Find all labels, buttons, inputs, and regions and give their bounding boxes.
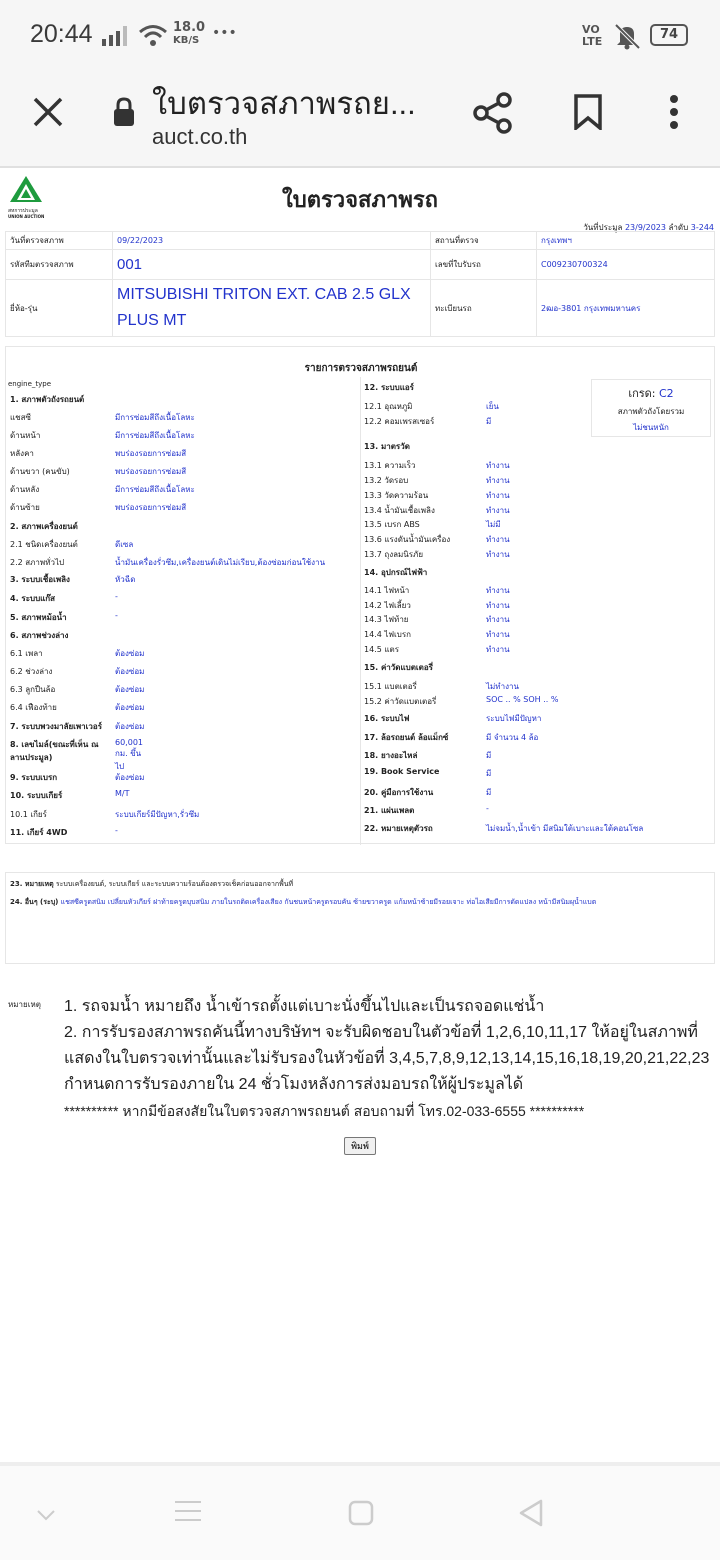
checklist-row <box>10 411 195 424</box>
checklist-label: 17. ล้อรถยนต์ ล้อแม็กซ์ <box>364 733 449 742</box>
browser-toolbar <box>0 72 720 168</box>
checklist-value: ทำงาน <box>486 615 510 624</box>
checklist-label: 2.1 ชนิดเครื่องยนต์ <box>10 540 78 549</box>
checklist-row <box>10 808 200 821</box>
checklist-value: มี จำนวน 4 ล้อ <box>486 733 539 742</box>
inspect-date-value: 09/22/2023 <box>113 232 431 250</box>
checklist-label: 6. สภาพช่วงล่าง <box>10 631 69 640</box>
checklist-value: SOC .. % SOH .. % <box>486 695 559 704</box>
checklist-row <box>364 613 510 626</box>
checklist-row <box>364 548 510 561</box>
notes-list <box>64 994 714 1124</box>
checklist-value: ต้องซ่อม <box>115 773 145 782</box>
checklist-value: ทำงาน <box>486 645 510 654</box>
checklist-value: ทำงาน <box>486 461 510 470</box>
checklist-label: 14.5 แตร <box>364 645 400 654</box>
lock-icon <box>112 96 136 132</box>
checklist-label: 5. สภาพหม้อน้ำ <box>10 613 67 622</box>
volte-icon: VO LTE <box>582 23 603 48</box>
checklist-label: 20. คู่มือการใช้งาน <box>364 788 434 797</box>
checklist-label: 3. ระบบเชื้อเพลิง <box>10 575 70 584</box>
checklist-row <box>10 720 145 733</box>
checklist-value: ทำงาน <box>486 535 510 544</box>
checklist-row <box>364 518 501 531</box>
checklist-label: 14.1 ไฟหน้า <box>364 586 410 595</box>
checklist-row <box>364 822 644 835</box>
checklist-row <box>10 447 187 460</box>
auction-date-line: วันที่ประมูล 23/9/2023 ลำดับ 3-244 <box>583 223 714 232</box>
checklist-value: ทำงาน <box>486 550 510 559</box>
checklist-label: 15.1 แบตเตอรี่ <box>364 682 417 691</box>
checklist-value: ดีเซล <box>115 540 134 549</box>
checklist-value: มี <box>486 788 492 797</box>
checklist-row <box>364 767 492 778</box>
checklist-row <box>364 400 499 413</box>
checklist-label: 6.3 ลูกปืนล้อ <box>10 685 56 694</box>
checklist-row <box>10 538 134 551</box>
close-icon[interactable] <box>32 96 64 132</box>
status-bar <box>0 0 720 72</box>
checklist-row <box>364 712 542 725</box>
inspector-value: 001 <box>113 250 431 280</box>
checklist-row <box>364 731 539 744</box>
checklist-value: น้ำมันเครื่องรั่วซึม,เครื่องยนต์เดินไม่เรียบ,ต้องซ่อมก่อนใช้งาน <box>115 558 326 567</box>
checklist-value: M/T <box>115 789 130 798</box>
engine-type-label: engine_type <box>8 380 52 388</box>
checklist-label: 21. แผ่นเพลต <box>364 806 415 815</box>
checklist-row <box>364 584 510 597</box>
checklist-row <box>364 459 510 472</box>
signal-icon <box>102 26 130 50</box>
checklist-row <box>364 786 492 799</box>
checklist-label: 13.5 เบรก ABS <box>364 520 420 529</box>
checklist-row <box>10 573 136 586</box>
checklist-label: ด้านขวา (คนขับ) <box>10 467 70 476</box>
checklist-label: 8. เลขไมล์(ขณะที่เห็น ณ ลานประมูล) <box>10 740 99 762</box>
checklist-label: 12.1 อุณหภูมิ <box>364 402 413 411</box>
checklist-row <box>364 533 510 546</box>
vehicle-info-table <box>5 231 715 337</box>
checklist-label: 13. มาตรวัด <box>364 442 410 451</box>
checklist-row <box>10 592 118 605</box>
checklist-row <box>364 415 492 428</box>
checklist-label: 13.2 วัดรอบ <box>364 476 409 485</box>
checklist-label: 15.2 ค่าวัดแบตเตอรี่ <box>364 697 437 706</box>
checklist-value: ต้องซ่อม <box>115 685 145 694</box>
checklist-label: 14.3 ไฟท้าย <box>364 615 409 624</box>
checklist-value: มี <box>486 417 492 426</box>
share-icon[interactable] <box>472 92 514 138</box>
checklist-row <box>364 489 510 502</box>
checklist-value: มี <box>486 769 492 778</box>
checklist-row <box>364 804 489 817</box>
chevron-down-icon[interactable] <box>36 1506 56 1525</box>
checklist-value: - <box>115 826 118 835</box>
checklist-label: 6.1 เพลา <box>10 649 43 658</box>
checklist-label: 19. Book Service <box>364 767 440 776</box>
remark-23: 23. หมายเหตุ ระบบเครื่องยนต์, ระบบเกียร์ และระบบความร้อนต้องตรวจเช็คก่อนออกจากพื้นที่ <box>10 880 294 888</box>
checklist-label: 14. อุปกรณ์ไฟฟ้า <box>364 568 428 577</box>
note-3: ********** หากมีข้อสงสัยในใบตรวจสภาพรถยนต์ สอบถามที่ โทร.02-033-6555 ********** <box>64 1103 585 1119</box>
checklist-label: 4. ระบบแก๊ส <box>10 594 56 603</box>
checklist-value: ทำงาน <box>486 586 510 595</box>
back-icon[interactable] <box>518 1498 544 1532</box>
location-value: กรุงเทพฯ <box>537 232 715 250</box>
checklist-row <box>10 701 145 714</box>
network-speed: 18.0 KB/S <box>173 20 206 46</box>
receipt-value: C009230700324 <box>537 250 715 280</box>
document-title: ใบตรวจสภาพรถ <box>282 188 438 213</box>
checklist-label: ด้านซ้าย <box>10 503 40 512</box>
checklist-label: 22. หมายเหตุตัวรถ <box>364 824 433 833</box>
checklist-label: แชสซี <box>10 413 31 422</box>
checklist-value: ทำงาน <box>486 601 510 610</box>
checklist-label: 10. ระบบเกียร์ <box>10 791 63 800</box>
checklist-value: เย็น <box>486 402 499 411</box>
note-2: 2. การรับรองสภาพรถคันนี้ทางบริษัทฯ จะรับผิดชอบในตัวข้อที่ 1,2,6,10,11,17 ให้อยู่ในสภาพที่แสดงในใบตรวจเท่านั้นและไม่รับรองในหัวข้อที่ 3,4,5,7,8,9,12,13,14,15,16,18,19,20,21,22,23 กำหนดการรับรองภายใน 24 ชั่วโมงหลังการส่งมอบรถให้ผู้ประมูลได้ <box>64 1024 710 1093</box>
plate-value: 2ฒอ-3801 กรุงเทพมหานคร <box>537 280 715 337</box>
union-auction-logo: สหการประมูล UNION AUCTION <box>8 176 54 216</box>
model-label: ยี่ห้อ-รุ่น <box>6 280 113 337</box>
checklist-label: 13.1 ความเร็ว <box>364 461 416 470</box>
remark-24: 24. อื่นๆ (ระบุ) แชสซีครูดสนิม เปลี่ยนหัวเกียร์ ฝาท้ายครูดบุบสนิม ภายในรถติดเครื่องเสียง กันชนหน้าครูดรอบคัน ซ้ายขวาครูด แก้มหน้าซ้ายมีรอยเจาะ ท่อไอเสียมีการดัดแปลง หน้ามีสนิมผุน้ำแบต <box>10 898 597 906</box>
home-icon[interactable] <box>348 1500 374 1530</box>
checklist-label: 12. ระบบแอร์ <box>364 383 414 392</box>
note-1: 1. รถจมน้ำ หมายถึง น้ำเข้ารถตั้งแต่เบาะนั่งขึ้นไปและเป็นรถจอดแช่น้ำ <box>64 998 545 1015</box>
checklist-label: 13.3 วัดความร้อน <box>364 491 429 500</box>
checklist-value: มี <box>486 751 492 760</box>
checklist-value: มีการซ่อมสีถึงเนื้อโลหะ <box>115 413 195 422</box>
checklist-value: - <box>115 611 118 620</box>
checklist-label: 2.2 สภาพทั่วไป <box>10 558 65 567</box>
inspect-date-label: วันที่ตรวจสภาพ <box>6 232 113 250</box>
checklist-row <box>10 429 195 442</box>
checklist-label: 14.2 ไฟเลี้ยว <box>364 601 411 610</box>
checklist-value: มีการซ่อมสีถึงเนื้อโลหะ <box>115 431 195 440</box>
checklist-value: มีการซ่อมสีถึงเนื้อโลหะ <box>115 485 195 494</box>
android-nav-bar <box>0 1462 720 1560</box>
battery-icon: 74 <box>650 24 688 46</box>
checklist-label: 10.1 เกียร์ <box>10 810 47 819</box>
checklist-row <box>364 474 510 487</box>
page-url[interactable]: auct.co.th <box>152 124 248 149</box>
checklist-value: ทำงาน <box>486 491 510 500</box>
checklist-value: หัวฉีด <box>115 575 136 584</box>
checklist-row <box>10 501 187 514</box>
checklist-value: ไม่จมน้ำ,น้ำเข้า มีสนิมใต้เบาะและใต้คอนโซล <box>486 824 644 833</box>
checklist-value: ระบบไฟมีปัญหา <box>486 714 542 723</box>
checklist-row <box>10 738 143 771</box>
checklist-label: 12.2 คอมเพรสเซอร์ <box>364 417 435 426</box>
checklist-label: หลังคา <box>10 449 34 458</box>
model-value: MITSUBISHI TRITON EXT. CAB 2.5 GLX PLUS MT <box>113 280 431 337</box>
checklist-row <box>10 771 145 784</box>
grade-desc-value: ไม่ชนหนัก <box>633 423 669 432</box>
checklist-row <box>10 629 68 642</box>
checklist-row <box>10 393 84 406</box>
inspector-label: รหัสทีมตรวจสภาพ <box>6 250 113 280</box>
checklist-value: ต้องซ่อม <box>115 703 145 712</box>
checklist-value: ระบบเกียร์มีปัญหา,รั่วซึม <box>115 810 200 819</box>
checklist-label: 16. ระบบไฟ <box>364 714 410 723</box>
checklist-row <box>364 504 510 517</box>
checklist-row <box>10 826 118 839</box>
grade-box <box>591 379 711 437</box>
checklist-row <box>364 628 510 641</box>
wifi-icon <box>138 24 168 52</box>
checklist-value: ไม่มี <box>486 520 501 529</box>
checklist-row <box>10 789 130 802</box>
mute-icon <box>612 22 642 54</box>
checklist-value: ต้องซ่อม <box>115 722 145 731</box>
checklist-label: 14.4 ไฟเบรก <box>364 630 411 639</box>
checklist-label: 6.4 เฟืองท้าย <box>10 703 57 712</box>
checklist-value: ไม่ทำงาน <box>486 682 519 691</box>
status-time: 20:44 <box>30 20 93 48</box>
grade-label: เกรด: <box>628 387 656 400</box>
checklist-label: 18. ยางอะไหล่ <box>364 751 418 760</box>
bookmark-icon[interactable] <box>574 94 602 134</box>
checklist-row <box>10 483 195 496</box>
checklist-row <box>10 647 145 660</box>
checklist-label: 6.2 ช่วงล่าง <box>10 667 53 676</box>
checklist-label: 11. เกียร์ 4WD <box>10 828 68 837</box>
menu-icon[interactable] <box>175 1500 201 1526</box>
grade-desc: สภาพตัวถังโดยรวม <box>617 407 685 416</box>
checklist-label: 13.7 ถุงลมนิรภัย <box>364 550 424 559</box>
location-label: สถานที่ตรวจ <box>431 232 537 250</box>
report-title: รายการตรวจสภาพรถยนต์ <box>304 363 418 374</box>
checklist-value: ทำงาน <box>486 476 510 485</box>
checklist-row <box>10 665 145 678</box>
checklist-label: 7. ระบบพวงมาลัยเพาเวอร์ <box>10 722 102 731</box>
checklist-row <box>364 695 559 708</box>
checklist-row <box>10 465 187 478</box>
grade-value: C2 <box>659 387 674 400</box>
checklist-row <box>364 381 414 394</box>
checklist-row <box>364 643 510 656</box>
checklist-label: 13.6 แรงดันน้ำมันเครื่อง <box>364 535 451 544</box>
checklist-value: พบร่องรอยการซ่อมสี <box>115 449 187 458</box>
checklist-label: 1. สภาพตัวถังรถยนต์ <box>10 395 85 404</box>
print-button[interactable]: พิมพ์ <box>344 1137 376 1155</box>
checklist-value: - <box>486 804 489 813</box>
checklist-value: ทำงาน <box>486 506 510 515</box>
more-icon: ••• <box>212 25 237 41</box>
checklist-value: ต้องซ่อม <box>115 667 145 676</box>
checklist-value: ต้องซ่อม <box>115 649 145 658</box>
checklist-value: - <box>115 592 118 601</box>
page-title: ใบตรวจสภาพรถย... <box>152 86 416 121</box>
checklist-row <box>364 680 519 693</box>
checklist-row <box>10 556 326 569</box>
checklist-label: ด้านหน้า <box>10 431 41 440</box>
more-vert-icon[interactable] <box>666 94 682 134</box>
plate-label: ทะเบียนรถ <box>431 280 537 337</box>
checklist-row <box>10 611 118 624</box>
checklist-label: 13.4 น้ำมันเชื้อเพลิง <box>364 506 435 515</box>
checklist-row <box>10 520 78 533</box>
checklist-label: 9. ระบบเบรก <box>10 773 58 782</box>
checklist-label: ด้านหลัง <box>10 485 40 494</box>
notes-label: หมายเหตุ <box>8 1000 41 1009</box>
checklist-row <box>364 749 492 762</box>
checklist-value: ทำงาน <box>486 630 510 639</box>
checklist-row <box>364 440 410 453</box>
checklist-row <box>364 566 427 579</box>
checklist-label: 2. สภาพเครื่องยนต์ <box>10 522 78 531</box>
receipt-label: เลขที่ใบรับรถ <box>431 250 537 280</box>
checklist-value: 60,001 กม. ขึ้นไป <box>115 738 143 771</box>
checklist-value: พบร่องรอยการซ่อมสี <box>115 467 187 476</box>
checklist-row <box>364 661 433 674</box>
checklist-label: 15. ค่าวัดแบตเตอรี่ <box>364 663 433 672</box>
checklist-value: พบร่องรอยการซ่อมสี <box>115 503 187 512</box>
checklist-row <box>10 683 145 696</box>
checklist-row <box>364 599 510 612</box>
